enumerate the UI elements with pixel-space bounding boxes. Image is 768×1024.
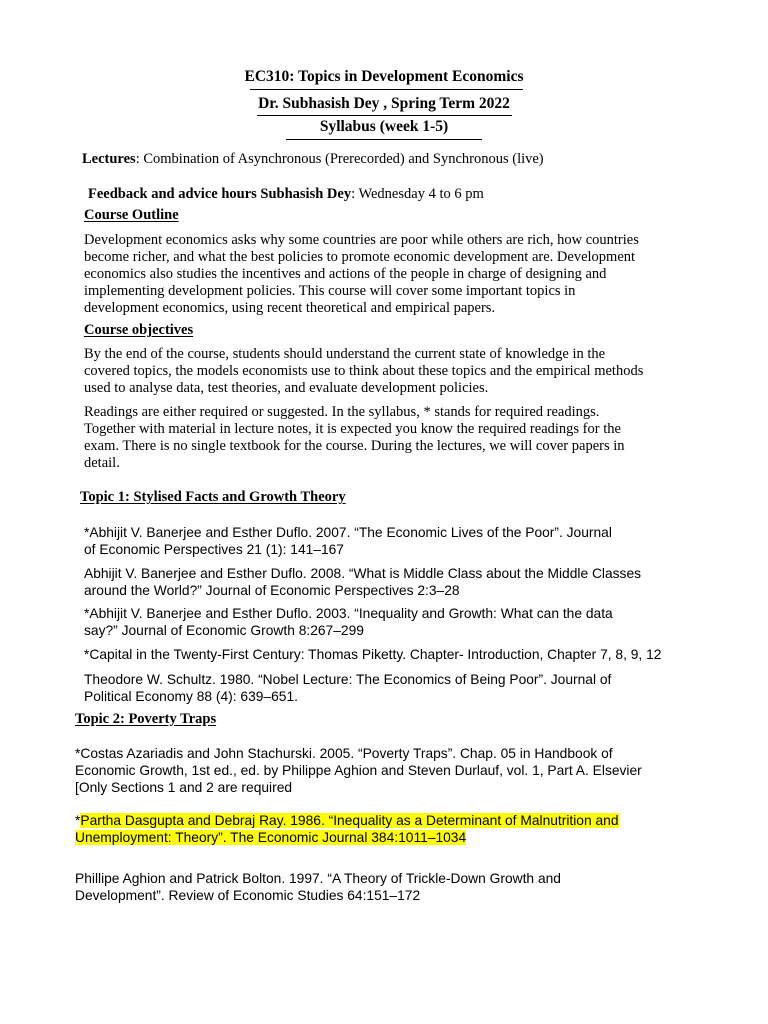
text-line: covered topics, the models economists use to think about these topics and the empirical methods [84, 363, 644, 379]
text-line: Development economics asks why some countries are poor while others are rich, how countries [84, 232, 639, 248]
text-line: By the end of the course, students should understand the current state of knowledge in the [84, 346, 606, 362]
course-title: EC310: Topics in Development Economics [244, 68, 524, 85]
topic1-reference [84, 605, 613, 639]
topic2-reference-highlighted [75, 812, 619, 846]
reference-line: *Capital in the Twenty-First Century: Thomas Piketty. Chapter- Introduction, Chapter 7, 8, 9, 12 [84, 647, 662, 662]
reference-line: *Abhijit V. Banerjee and Esther Duflo. 2003. “Inequality and Growth: What can the data [84, 606, 613, 621]
instructor-term: Dr. Subhasish Dey , Spring Term 2022 [258, 95, 510, 112]
header-rule-2 [257, 115, 512, 116]
objectives-paragraph-2 [84, 404, 625, 472]
text-line: Together with material in lecture notes, it is expected you know the required readings for the [84, 421, 621, 437]
syllabus-label: Syllabus (week 1-5) [319, 118, 449, 135]
lectures-text: : Combination of Asynchronous (Prerecorded) and Synchronous (live) [135, 151, 544, 167]
reference-line: Economic Growth, 1st ed., ed. by Philippe Aghion and Steven Durlauf, vol. 1, Part A. Elsevier [75, 763, 642, 778]
topic2-heading: Topic 2: Poverty Traps [75, 711, 217, 727]
reference-line [75, 829, 619, 846]
lectures-label: Lectures [82, 151, 136, 167]
reference-line: around the World?” Journal of Economic Perspectives 2:3–28 [84, 583, 460, 598]
header-rule-1 [250, 89, 523, 90]
topic1-reference [84, 671, 611, 705]
feedback-text: : Wednesday 4 to 6 pm [351, 186, 484, 202]
highlighted-text: Partha Dasgupta and Debraj Ray. 1986. “Inequality as a Determinant of Malnutrition and [80, 813, 619, 828]
topic1-reference [84, 565, 641, 599]
reference-line: Phillipe Aghion and Patrick Bolton. 1997. “A Theory of Trickle-Down Growth and [75, 871, 561, 886]
course-outline-heading: Course Outline [84, 207, 179, 223]
text-line: development economics, using recent theoretical and empirical papers. [84, 300, 496, 316]
feedback-line [88, 186, 484, 203]
topic1-reference [84, 524, 612, 558]
course-objectives-heading: Course objectives [84, 322, 194, 338]
reference-line: of Economic Perspectives 21 (1): 141–167 [84, 542, 344, 557]
reference-line: Political Economy 88 (4): 639–651. [84, 689, 298, 704]
reference-line [75, 812, 619, 829]
highlighted-text: Unemployment: Theory”. The Economic Journal 384:1011–1034 [75, 830, 467, 845]
reference-line: *Abhijit V. Banerjee and Esther Duflo. 2007. “The Economic Lives of the Poor”. Journal [84, 525, 612, 540]
topic2-reference [75, 870, 561, 904]
reference-line: say?” Journal of Economic Growth 8:267–299 [84, 623, 364, 638]
text-line: detail. [84, 455, 120, 471]
reference-line: Abhijit V. Banerjee and Esther Duflo. 2008. “What is Middle Class about the Middle Classes [84, 566, 642, 581]
text-line: Readings are either required or suggested. In the syllabus, * stands for required readings. [84, 404, 600, 420]
text-line: exam. There is no single textbook for the course. During the lectures, we will cover papers in [84, 438, 625, 454]
text-line: economics also studies the incentives and actions of the people in charge of designing and [84, 266, 607, 282]
reference-line: Theodore W. Schultz. 1980. “Nobel Lecture: The Economics of Being Poor”. Journal of [84, 672, 612, 687]
reference-line: *Costas Azariadis and John Stachurski. 2005. “Poverty Traps”. Chap. 05 in Handbook of [75, 746, 613, 761]
lectures-line [82, 151, 544, 168]
topic2-reference [75, 745, 642, 796]
text-line: implementing development policies. This course will cover some important topics in [84, 283, 576, 299]
reference-line: Development”. Review of Economic Studies 64:151–172 [75, 888, 421, 903]
required-star: * [75, 813, 81, 828]
topic1-heading: Topic 1: Stylised Facts and Growth Theory [80, 489, 346, 505]
header-rule-3 [286, 139, 482, 140]
text-line: used to analyse data, test theories, and evaluate development policies. [84, 380, 489, 396]
course-outline-paragraph [84, 232, 639, 317]
reference-line: [Only Sections 1 and 2 are required [75, 780, 293, 795]
feedback-label: Feedback and advice hours Subhasish Dey [88, 186, 352, 202]
text-line: become richer, and what the best policies to promote economic development are. Development [84, 249, 636, 265]
topic1-reference [84, 646, 661, 663]
objectives-paragraph-1 [84, 346, 643, 397]
